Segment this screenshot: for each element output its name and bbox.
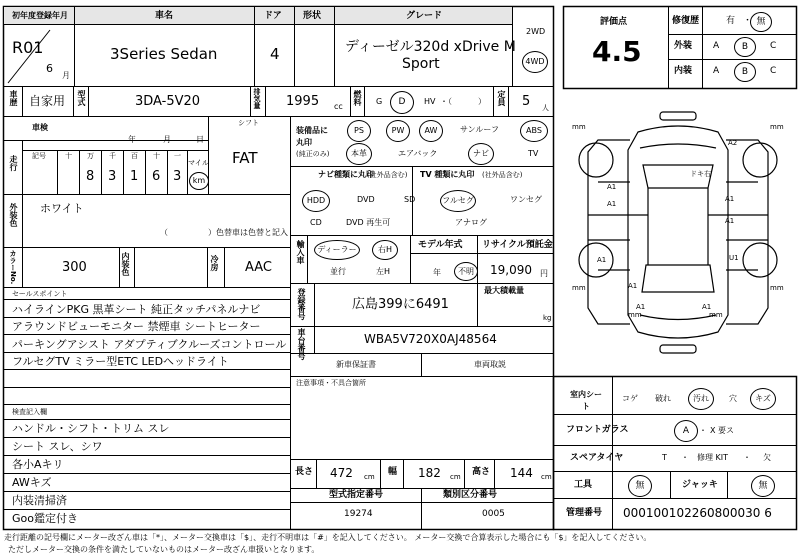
exterior-option-a: A bbox=[713, 41, 720, 51]
spare-kit: 修理 KIT bbox=[697, 453, 729, 462]
seat-stain-circle: 汚れ bbox=[688, 388, 714, 410]
sales-point: パーキングアシスト アダプティブクルーズコントロール bbox=[12, 338, 287, 351]
type-no-value: 19274 bbox=[344, 509, 373, 519]
width-value: 182 bbox=[418, 466, 441, 480]
equip-leather-circle: 本革 bbox=[346, 143, 372, 165]
cm-unit: cm bbox=[364, 473, 375, 481]
height-value: 144 bbox=[510, 466, 533, 480]
equip-abs-circle: ABS bbox=[520, 120, 548, 142]
repair-option-sep: ・ bbox=[743, 16, 753, 26]
exterior-b-circle: B bbox=[734, 37, 756, 57]
inspection-note: Goo鑑定付き bbox=[12, 512, 78, 525]
color-no-label: カラーNo. bbox=[9, 250, 17, 285]
door-label: ドア bbox=[264, 11, 282, 21]
tools-label: 工具 bbox=[574, 480, 593, 490]
drive-4wd: 4WD bbox=[525, 57, 545, 66]
cm-unit: cm bbox=[450, 473, 461, 481]
spare-missing: 欠 bbox=[763, 453, 771, 462]
tv-fullseg-circle: フルセグ bbox=[440, 190, 476, 212]
diagram-label: A1 bbox=[702, 303, 712, 311]
shape-label: 形状 bbox=[303, 11, 322, 21]
diagram-label: A1 bbox=[607, 183, 617, 191]
color-note: （ ）色替車は色替と記入 bbox=[160, 228, 288, 237]
class-no-label: 類別区分番号 bbox=[443, 490, 498, 500]
yen-unit: 円 bbox=[540, 269, 548, 278]
width-label: 幅 bbox=[388, 467, 398, 477]
nav-hdd-circle: HDD bbox=[302, 190, 330, 212]
equipment-label-1: 装備品に bbox=[296, 126, 328, 135]
diagram-label-mm: mm bbox=[770, 284, 784, 292]
windshield-a-circle: A bbox=[674, 420, 698, 442]
month-unit: 月 bbox=[163, 135, 171, 144]
inspection-label: 車検 bbox=[32, 123, 48, 132]
inspection-note: シート スレ、シワ bbox=[12, 440, 103, 453]
interior-seat-label: 室内シート bbox=[570, 390, 602, 411]
manual-label: 車両取説 bbox=[474, 360, 506, 369]
first-reg-year: R01 bbox=[12, 38, 44, 57]
tv-type-note: (社外品含む) bbox=[482, 171, 523, 179]
fuel-option-hv: HV bbox=[424, 97, 436, 106]
recycle-value: 19,090 bbox=[490, 263, 532, 277]
score-value: 4.5 bbox=[592, 35, 642, 68]
car-damage-diagram bbox=[568, 110, 788, 355]
year-unit: 年 bbox=[128, 135, 136, 144]
windshield-label: フロントガラス bbox=[566, 425, 629, 435]
grade-label: グレード bbox=[406, 11, 443, 21]
model-year-label: モデル年式 bbox=[418, 240, 463, 250]
height-label: 高さ bbox=[472, 467, 491, 477]
jack-label: ジャッキ bbox=[682, 480, 718, 490]
sales-points-label: セールスポイント bbox=[12, 290, 68, 298]
capacity-unit: 人 bbox=[542, 104, 549, 112]
footer-note-1: 走行距離の記号欄にメーター改ざん車は「*」、メーター交換車は「$」、走行不明車は「#」を記入してください。 メーター交換で合算表示した場合にも「$」を記入してください。 bbox=[4, 533, 652, 542]
mileage-digit: 8 bbox=[86, 169, 95, 184]
nav-cd: CD bbox=[310, 218, 322, 227]
digit-header: 千 bbox=[109, 152, 116, 160]
displacement-label: 排気量 bbox=[253, 88, 261, 109]
equipment-label-2: 丸印 bbox=[296, 138, 312, 147]
color-label: 外装色 bbox=[9, 203, 18, 227]
digit-header: 十 bbox=[153, 152, 160, 160]
ac-value: AAC bbox=[245, 260, 272, 275]
windshield-sep: ・ bbox=[699, 426, 707, 435]
diagram-label: A1 bbox=[725, 217, 735, 225]
fuel-option-g: G bbox=[376, 97, 383, 106]
warranty-label: 新車保証書 bbox=[336, 360, 376, 369]
displacement-value: 1995 bbox=[286, 94, 320, 109]
digit-header: 記号 bbox=[32, 152, 46, 160]
diagram-label-mm: mm bbox=[770, 123, 784, 131]
interior-option-c: C bbox=[770, 66, 777, 76]
interior-color-label: 内装色 bbox=[121, 252, 130, 276]
spare-sep: ・ bbox=[681, 453, 689, 462]
left-handle: 左H bbox=[376, 267, 391, 276]
reg-no-value: 広島399に6491 bbox=[352, 297, 449, 312]
shift-label: シフト bbox=[238, 119, 259, 127]
inspection-note: AWキズ bbox=[12, 476, 52, 489]
digit-header: 万 bbox=[87, 152, 94, 160]
diagram-label-mm: mm bbox=[709, 311, 723, 319]
kg-unit: kg bbox=[543, 314, 552, 322]
drive-4wd-circle bbox=[522, 51, 548, 73]
nav-type-label: ナビ種類に丸印 bbox=[318, 170, 374, 179]
diagram-label: A1 bbox=[607, 200, 617, 208]
inspection-note: ハンドル・シフト・トリム スレ bbox=[12, 422, 170, 435]
model-label: 型式 bbox=[77, 90, 86, 106]
diagram-label: A1 bbox=[636, 303, 646, 311]
length-label: 長さ bbox=[295, 467, 314, 477]
windshield-x: X 要ス bbox=[710, 426, 735, 435]
digit-header: 百 bbox=[131, 152, 138, 160]
first-reg-label: 初年度登録年月 bbox=[12, 11, 68, 20]
fuel-label: 燃料 bbox=[353, 90, 362, 106]
use-value: 自家用 bbox=[29, 94, 66, 108]
interior-label: 内装 bbox=[674, 66, 693, 76]
digit-header: 一 bbox=[174, 152, 181, 160]
exterior-label: 外装 bbox=[674, 41, 693, 51]
door-count: 4 bbox=[270, 45, 280, 63]
mileage-digit: 6 bbox=[152, 169, 161, 184]
repair-option-yes: 有 bbox=[726, 16, 736, 26]
chassis-value: WBA5V720X0AJ48564 bbox=[364, 332, 497, 346]
seat-tear: 破れ bbox=[655, 394, 671, 403]
notes-label: 注意事項・不具合箇所 bbox=[296, 379, 366, 387]
capacity-label: 定員 bbox=[497, 90, 506, 106]
model-value: 3DA-5V20 bbox=[135, 94, 201, 109]
day-unit: 日 bbox=[196, 135, 204, 144]
diagram-label: A1 bbox=[597, 256, 607, 264]
month-unit: 月 bbox=[62, 71, 70, 80]
score-label: 評価点 bbox=[600, 17, 628, 27]
length-value: 472 bbox=[330, 466, 353, 480]
max-load-label: 最大積載量 bbox=[484, 286, 524, 295]
recycle-label: リサイクル預託金 bbox=[482, 240, 553, 250]
tv-oneseg: ワンセグ bbox=[510, 195, 542, 204]
import-label: 輸入車 bbox=[296, 240, 305, 264]
km-circle: km bbox=[189, 172, 209, 190]
name-label: 車名 bbox=[155, 11, 174, 21]
inspection-notes-label: 検査記入欄 bbox=[12, 408, 47, 416]
spare-tire-label: スペアタイヤ bbox=[570, 453, 624, 463]
sales-point: フルセグTV ミラー型ETC LEDヘッドライト bbox=[12, 355, 229, 368]
equipment-label-3: (純正のみ) bbox=[296, 150, 330, 158]
tv-type-label: TV 種類に丸印 bbox=[420, 170, 475, 179]
cc-unit: cc bbox=[334, 102, 343, 111]
mileage-digit: 1 bbox=[130, 169, 139, 184]
drive-2wd: 2WD bbox=[526, 27, 546, 36]
mileage-digit: 3 bbox=[173, 169, 182, 184]
equip-sunroof: サンルーフ bbox=[460, 125, 499, 134]
interior-option-a: A bbox=[713, 66, 720, 76]
nav-sd: SD bbox=[404, 195, 416, 204]
digit-header: 十 bbox=[65, 152, 72, 160]
color-no-value: 300 bbox=[62, 260, 87, 275]
nav-dvd-play: DVD 再生可 bbox=[346, 218, 391, 227]
class-no-value: 0005 bbox=[482, 509, 505, 519]
capacity-value: 5 bbox=[522, 94, 531, 109]
nav-dvd: DVD bbox=[357, 195, 375, 204]
equip-ps-circle: PS bbox=[347, 120, 371, 142]
inspection-note: 各小Aキリ bbox=[12, 458, 64, 471]
diagram-label-mm: mm bbox=[628, 311, 642, 319]
reg-no-label: 登録番号 bbox=[297, 288, 306, 320]
mgmt-no-value: 000100102260800030 6 bbox=[623, 506, 772, 520]
grade-line-2: Sport bbox=[402, 56, 440, 72]
diagram-label-mm: mm bbox=[572, 123, 586, 131]
seat-hole: 穴 bbox=[729, 394, 737, 403]
exterior-option-c: C bbox=[770, 41, 777, 51]
ac-label: 冷房 bbox=[210, 255, 219, 271]
mileage-digit: 3 bbox=[108, 169, 117, 184]
diagram-label: A1 bbox=[725, 195, 735, 203]
model-year-unit: 年 bbox=[433, 268, 441, 277]
right-handle-circle: 右H bbox=[372, 240, 398, 260]
tv-analog: アナログ bbox=[455, 218, 487, 227]
diagram-label-mm: mm bbox=[572, 284, 586, 292]
repair-none-circle: 無 bbox=[750, 12, 772, 32]
dealer-circle: ディーラー bbox=[314, 240, 360, 260]
equip-nav-circle: ナビ bbox=[468, 143, 494, 165]
tools-none-circle: 無 bbox=[628, 475, 652, 497]
cm-unit: cm bbox=[541, 473, 552, 481]
spare-t: T bbox=[662, 453, 667, 462]
use-label: 車歴 bbox=[9, 90, 18, 106]
color-value: ホワイト bbox=[40, 202, 84, 215]
mgmt-no-label: 管理番号 bbox=[566, 508, 603, 518]
sales-point: アラウンドビューモニター 禁煙車 シートヒーター bbox=[12, 320, 261, 333]
grade-line-1: ディーゼル320d xDrive M bbox=[345, 39, 516, 55]
interior-b-circle: B bbox=[734, 62, 756, 82]
chassis-label: 車台番号 bbox=[297, 328, 306, 360]
jack-none-circle: 無 bbox=[751, 475, 775, 497]
type-no-label: 型式指定番号 bbox=[329, 490, 384, 500]
diagram-label: A1 bbox=[628, 282, 638, 290]
equip-pw-circle: PW bbox=[386, 120, 410, 142]
unknown-circle: 不明 bbox=[454, 262, 478, 281]
diagram-label: ドキ右 bbox=[690, 170, 711, 178]
equip-airbag: エアバック bbox=[398, 149, 438, 158]
inspection-note: 内装清掃済 bbox=[12, 494, 67, 507]
fuel-option-close: ） bbox=[478, 97, 486, 106]
footer-note-2: ただしメーター交換の条件を満たしていないものはメーター改ざん車扱いとなります。 bbox=[8, 545, 320, 554]
shift-value: FAT bbox=[232, 149, 258, 167]
equip-aw-circle: AW bbox=[419, 120, 443, 142]
diagram-label: A2 bbox=[728, 139, 738, 147]
parallel-import: 並行 bbox=[330, 267, 346, 276]
mileage-label: 走行 bbox=[9, 155, 18, 171]
seat-burn: コゲ bbox=[622, 394, 638, 403]
fuel-option-other: ・（ bbox=[440, 97, 452, 106]
seat-scratch-circle: キズ bbox=[750, 388, 776, 410]
repair-label: 修復歴 bbox=[672, 16, 700, 26]
sales-point: ハイラインPKG 黒革シート 純正タッチパネルナビ bbox=[12, 303, 261, 316]
equip-tv: TV bbox=[528, 149, 539, 158]
nav-type-note: (社外品含む) bbox=[367, 171, 408, 179]
fuel-diesel-circle: D bbox=[390, 91, 414, 114]
spare-sep: ・ bbox=[743, 453, 751, 462]
diagram-label: U1 bbox=[729, 254, 739, 262]
first-reg-month: 6 bbox=[46, 62, 53, 75]
car-name: 3Series Sedan bbox=[110, 45, 218, 63]
digit-header-mile: マイル bbox=[188, 159, 209, 167]
